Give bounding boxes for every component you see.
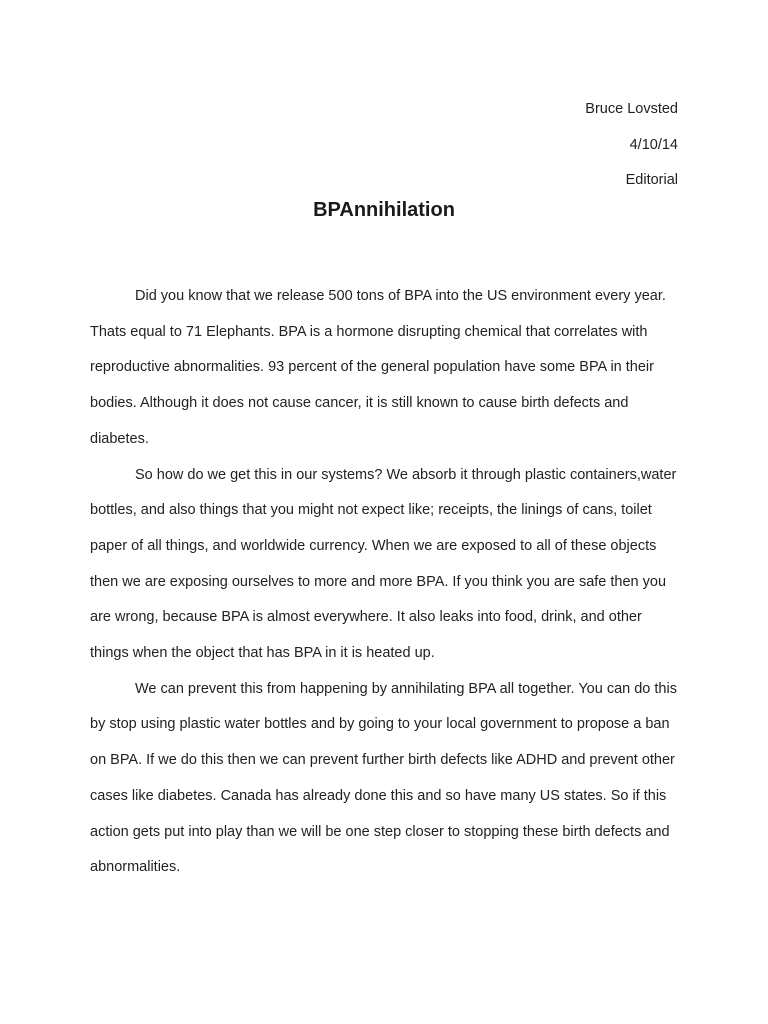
author-name: Bruce Lovsted	[585, 101, 678, 117]
paragraph-1: Did you know that we release 500 tons of BPA into the US environment every year. Thats equal to 71 Elephants. BPA is a hormone disrupting chemical that correlates with reproductive abnormalities. 93 percent of the general population have some BPA in their bodies. Although it does not cause cancer, it is still known to cause birth defects and diabetes.	[90, 288, 666, 447]
document-type: Editorial	[625, 172, 678, 188]
paragraph-2: So how do we get this in our systems? We absorb it through plastic containers,water bottles, and also things that you might not expect like; receipts, the linings of cans, toilet paper of all things, and worldwide currency. When we are exposed to all of these objects then we are exposing ourselves to more and more BPA. If you think you are safe then you are wrong, because BPA is almost everywhere. It also leaks into food, drink, and other things when the object that has BPA in it is heated up.	[90, 466, 677, 662]
document-body	[90, 279, 680, 886]
paragraph-3: We can prevent this from happening by annihilating BPA all together. You can do this by stop using plastic water bottles and by going to your local government to propose a ban on BPA. If we do this then we can prevent further birth defects like ADHD and prevent other cases like diabetes. Canada has already done this and so have many US states. So if this action gets put into play than we will be one step closer to stopping these birth defects and abnormalities.	[90, 680, 677, 876]
header-block	[585, 92, 678, 199]
document-date: 4/10/14	[629, 136, 678, 153]
document-title: BPAnnihilation	[313, 199, 455, 221]
